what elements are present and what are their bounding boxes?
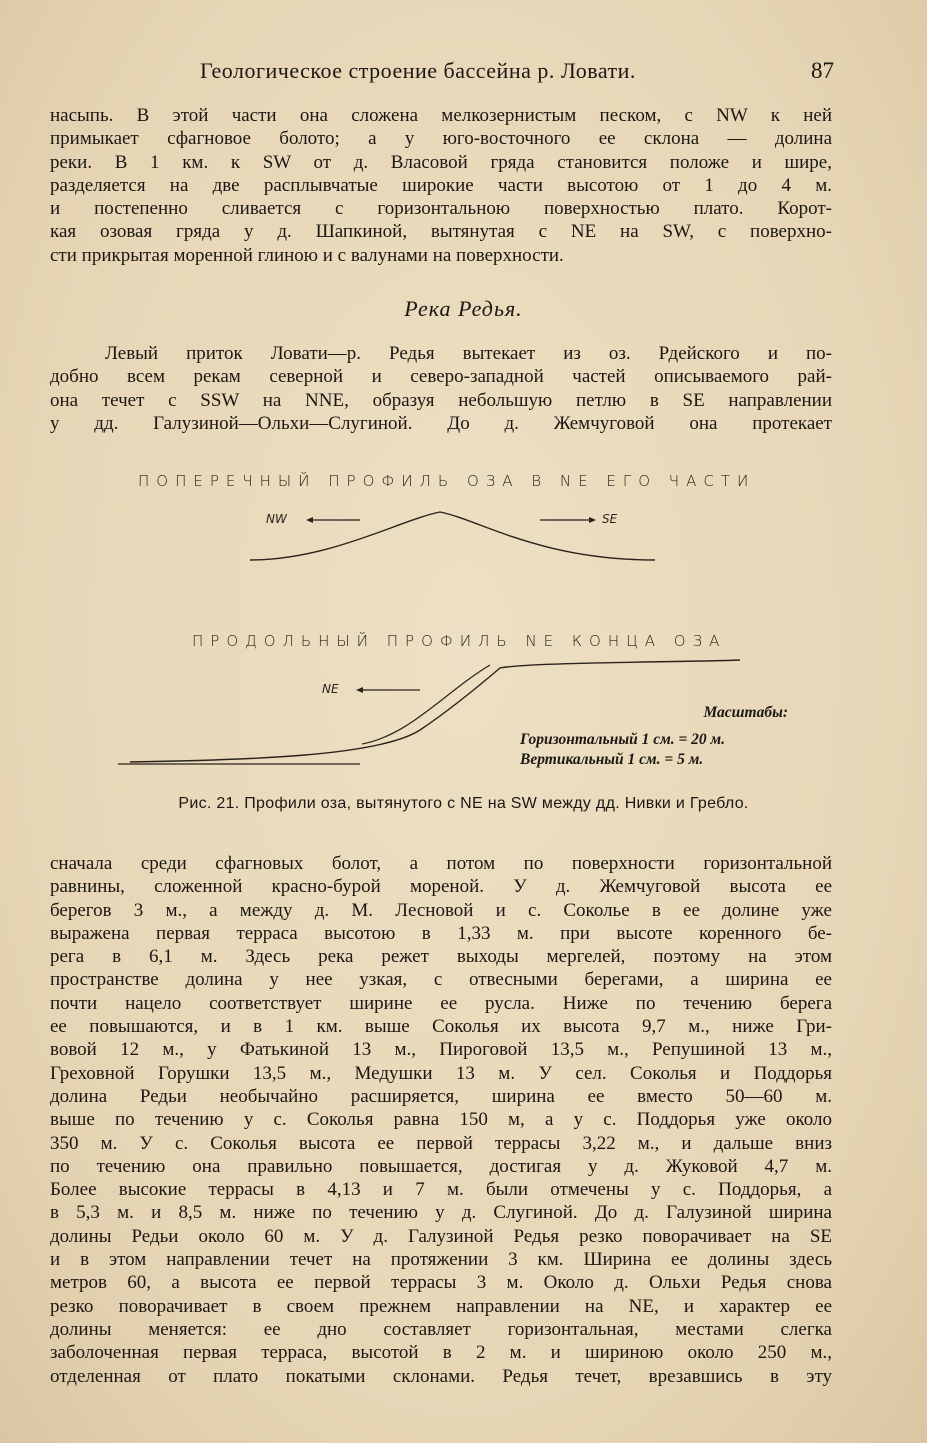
- text-line: разделяется на две расплывчатые широкие части высотою от 1 до 4 м.: [50, 174, 832, 196]
- scale-horizontal: Горизонтальный 1 см. = 20 м.: [520, 731, 726, 748]
- text-line: резко поворачивает в своем прежнем направлении на NE, и характер ее: [50, 1295, 832, 1317]
- figure-21: [100, 460, 820, 790]
- text-line: пространстве долина у нее узкая, с отвесными берегами, а ширина ее: [50, 969, 832, 991]
- nw-arrowhead: [306, 517, 313, 523]
- se-arrowhead: [589, 517, 596, 523]
- page-number: 87: [811, 58, 834, 83]
- scales-title: Масштабы:: [703, 704, 788, 721]
- nw-label: NW: [266, 512, 287, 526]
- text-line: почти нацело соответствует ширине ее русла. Ниже по течению берега: [50, 992, 832, 1014]
- text-line: вовой 12 м., у Фатькиной 13 м., Пироговой 13,5 м., Репушиной 13 м.,: [50, 1039, 832, 1061]
- text-line: Левый приток Ловати—р. Редья вытекает из оз. Рдейского и по-: [105, 343, 832, 364]
- text-line: реки. В 1 км. к SW от д. Власовой гряда становится положе и шире,: [50, 151, 832, 173]
- paragraph-2: [50, 342, 832, 435]
- paragraph-3: [50, 852, 832, 1388]
- ne-label: NE: [322, 682, 339, 696]
- text-line: долины меняется: ее дно составляет горизонтальная, местами слегка: [50, 1318, 832, 1340]
- text-line: выражена первая терраса высотою в 1,33 м. при высоте коренного бе-: [50, 922, 832, 944]
- running-header: [48, 58, 838, 88]
- running-title: Геологическое строение бассейна р. Ловати.: [200, 58, 636, 83]
- text-line: кая озовая гряда у д. Шапкиной, вытянутая с NE на SW, с поверхно-: [50, 221, 832, 243]
- scale-legend: [520, 704, 810, 769]
- ne-arrowhead: [356, 687, 363, 693]
- long-profile-label: ПРОДОЛЬНЫЙ ПРОФИЛЬ NE КОНЦА ОЗА: [192, 632, 727, 650]
- cross-profile-label: ПОПЕРЕЧНЫЙ ПРОФИЛЬ ОЗА В NE ЕГО ЧАСТИ: [138, 472, 756, 490]
- text-line: долина Редьи необычайно расширяется, ширина ее вместо 50—60 м.: [50, 1085, 832, 1107]
- scale-vertical: Вертикальный 1 см. = 5 м.: [520, 751, 704, 768]
- text-line: в 5,3 м. и 8,5 м. ниже по течению у д. Слугиной. До д. Галузиной ширина: [50, 1202, 832, 1224]
- long-profile-upper-curve: [362, 665, 490, 744]
- text-line: Более высокие террасы в 4,13 и 7 м. были отмечены у с. Поддорья, а: [50, 1179, 832, 1201]
- text-line: берегов 3 м., а между д. М. Лесновой и с. Сокольe в ее долине уже: [50, 899, 832, 921]
- text-line: Греховной Горушки 13,5 м., Медушки 13 м. У сел. Соколья и Поддорья: [50, 1062, 832, 1084]
- text-line: сначала среди сфагновых болот, а потом по поверхности горизонтальной: [50, 853, 832, 874]
- text-line: добно всем рекам северной и северо-западной частей описываемого рай-: [50, 366, 832, 388]
- text-line: насыпь. В этой части она сложена мелкозернистым песком, с NW к ней: [50, 105, 832, 126]
- text-line: равнины, сложенной красно-бурой мореной. У д. Жемчуговой высота ее: [50, 876, 832, 898]
- text-line: и постепенно сливается с горизонтальною поверхностью плато. Корот-: [50, 198, 832, 220]
- text-line: и в этом направлении течет на протяжении 3 км. Ширина ее долины здесь: [50, 1249, 832, 1271]
- paragraph-1: [50, 104, 832, 267]
- text-line: 350 м. У с. Соколья высота ее первой террасы 3,22 м., и дальше вниз: [50, 1132, 832, 1154]
- text-line: по течению она правильно повышается, достигая у д. Жуковой 4,7 м.: [50, 1155, 832, 1177]
- text-line: у дд. Галузиной—Ольхи—Слугиной. До д. Жемчуговой она протекает: [50, 412, 832, 434]
- section-title: Река Редья.: [404, 296, 523, 321]
- text-line: ее повышаются, и в 1 км. выше Соколья их высота 9,7 м., ниже Гри-: [50, 1016, 832, 1038]
- text-line: выше по течению у с. Соколья равна 150 м, а у с. Поддорья уже около: [50, 1109, 832, 1131]
- text-line: примыкает сфагновое болото; а у юго-восточного ее склона — долина: [50, 128, 832, 150]
- text-line: сти прикрытая моренной глиною и с валунами на поверхности.: [50, 244, 564, 266]
- text-line: она течет с SSW на NNE, образуя небольшую петлю в SE направлении: [50, 389, 832, 411]
- text-line: заболоченная первая терраса, высотой в 2 м. и шириною около 250 м.,: [50, 1342, 832, 1364]
- text-line: метров 60, а высота ее первой террасы 3 м. Около д. Ольхи Редья снова: [50, 1272, 832, 1294]
- text-line: долины Редьи около 60 м. У д. Галузиной Редья резко поворачивает на SE: [50, 1225, 832, 1247]
- text-line: рега в 6,1 м. Здесь река режет выходы мергелей, поэтому на этом: [50, 946, 832, 968]
- se-label: SE: [602, 512, 618, 526]
- figure-caption: Рис. 21. Профили оза, вытянутого с NE на SW между дд. Нивки и Гребло.: [178, 795, 749, 812]
- text-line: отделенная от плато покатыми склонами. Редья течет, врезавшись в эту: [50, 1365, 832, 1387]
